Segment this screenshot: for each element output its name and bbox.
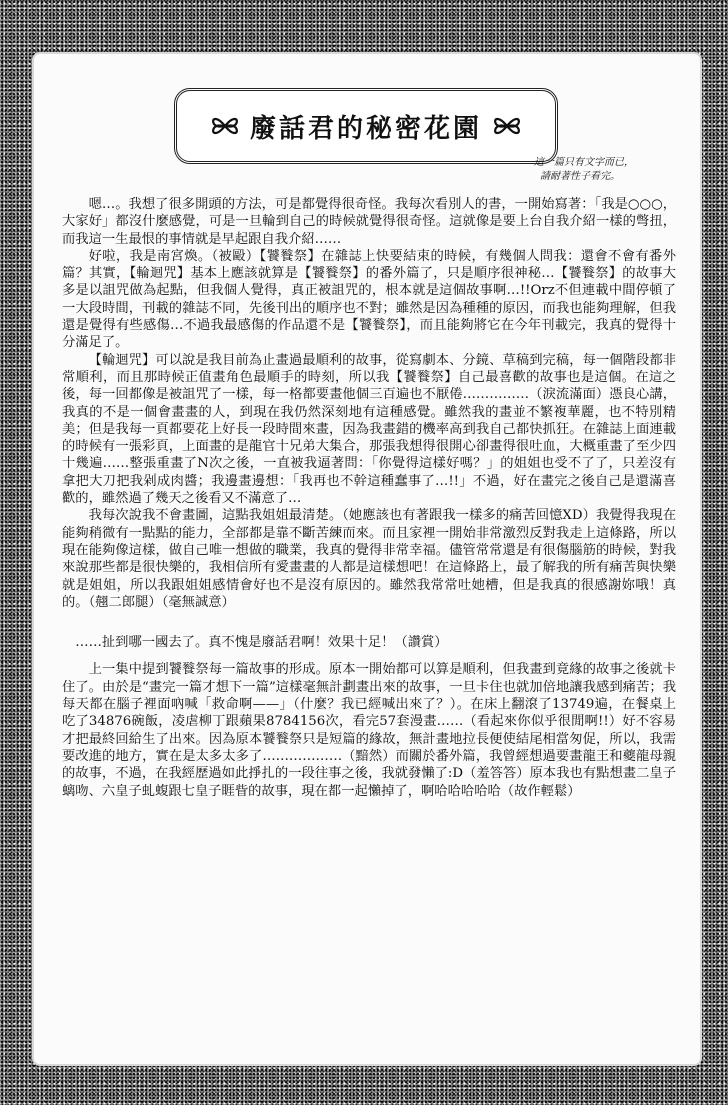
ornament-knot-left-icon	[208, 109, 242, 143]
note-line: 這一篇只有文字而已，	[534, 157, 634, 168]
ornament-knot-right-icon	[490, 109, 524, 143]
paragraph: 上一集中提到饕餮祭每一篇故事的形成。原本一開始都可以算是順利，但我畫到竟緣的故事之後就卡住了。由於是“畫完一篇才想下一篇”這樣毫無計劃畫出來的故事，一旦卡住也就加倍地讓我感到痛苦；我每天都在腦子裡面吶喊「救命啊——」（什麼？我已經喊出來了？）。在床上翻滾了13749遍，在餐桌上吃了34876碗飯，凌虐柳丁跟蘋果8784156次，看完57套漫畫……（看起來你似乎很閒啊!!）好不容易才把最終回給生了出來。因為原本饕餮祭只是短篇的緣故，無計畫地拉長便使結尾相當匆促，所以，我需要改進的地方，實在是太多太多了………………（黯然）而關於番外篇，我曾經想過要畫龍王和夔龍母親的故事，不過，在我經歷過如此掙扎的一段往事之後，我就發懶了:D（羞答答）原本我也有點想畫二皇子螭吻、六皇子虬蝮跟七皇子睚眥的故事，現在都一起懶掉了，啊哈哈哈哈哈（故作輕鬆）	[62, 662, 676, 799]
handwritten-note	[534, 156, 684, 184]
paragraph-spacer	[62, 611, 676, 628]
paragraph: 【輪迴咒】可以說是我目前為止畫過最順利的故事，從寫劇本、分鏡、草稿到完稿，每一個階段都非常順利，而且那時候正值畫角色最順手的時刻，所以我【饕餮祭】自己最喜歡的故事也是這個。在這之後，每一回都像是被詛咒了一樣，每一格都要畫他個三百遍也不厭倦……………（淚流滿面）憑良心講，我真的不是一個會畫畫的人，到現在我仍然深刻地有這種感覺。雖然我的畫並不繁複華麗，也不特別精美；但是我每一頁都要花上好長一段時間來畫，因為我畫錯的機率高到我自己都快抓狂。在雜誌上面連載的時候有一張彩頁，上面畫的是龍官十兄弟大集合，那張我想得很開心卻畫得很吐血，大概重畫了至少四十幾遍……整張重畫了N次之後，一直被我逼著問：「你覺得這樣好嗎？」的姐姐也受不了了，只差沒有拿把大刀把我剁成肉醬；我邊畫邊想：「我再也不幹這種蠢事了…!!」不過，好在畫完之後自己是還滿喜歡的，雖然過了幾天之後看又不滿意了…	[62, 352, 676, 507]
page-title: 廢話君的秘密花園	[249, 113, 482, 144]
paragraph: 好啦，我是南宮煥。（被毆）【饕餮祭】在雜誌上快要結束的時候，有幾個人問我：還會不會有番外篇？其實，【輪迴咒】基本上應該就算是【饕餮祭】的番外篇了，只是順序很神秘…【饕餮祭】的故事大多是以詛咒做為起點，但我個人覺得，真正被詛咒的，根本就是這個故事啊…!!Orz不但連載中間停頓了一大段時間，刊載的雜誌不同，先後刊出的順序也不對；雖然是因為種種的原因，而我也能夠理解，但我還是覺得有些感傷…不過我最感傷的作品還不是【饕餮祭】，而且能夠將它在今年刊載完，我真的覺得十分滿足了。	[62, 248, 676, 351]
text-page	[34, 54, 700, 1064]
note-line: 請耐著性子看完。	[540, 171, 620, 182]
aside-comment: ……扯到哪一國去了。真不愧是廢話君啊！效果十足！（讚賞）	[75, 635, 448, 651]
paragraph: 嗯…。我想了很多開頭的方法，可是都覺得很奇怪。我每次看別人的書，一開始寫著：「我是○○○，大家好」都沒什麼感覺，可是一旦輪到自己的時候就覺得很奇怪。這就像是要上台自我介紹一樣的彆扭，而我這一生最恨的事情就是早起跟自我介紹……	[62, 197, 676, 247]
paragraph: 我每次說我不會畫圖，這點我姐姐最清楚。（她應該也有著跟我一樣多的痛苦回憶XD）我覺得我現在能夠稍微有一點點的能力，全部都是靠不斷苦練而來。而且家裡一開始非常激烈反對我走上這條路，所以現在能夠像這樣，做自己唯一想做的職業，我真的覺得非常幸福。儘管常常還是有很傷腦筋的時候，對我來說那些都是很快樂的，我相信所有愛畫畫的人都是這樣想吧！在這條路上，最了解我的所有痛苦與快樂就是姐姐，所以我跟姐姐感情會好也不是沒有原因的。雖然我常常吐她槽，但是我真的很感謝妳哦！真的。（翹二郎腿）（毫無誠意）	[62, 508, 676, 610]
article-body	[62, 196, 676, 800]
title-banner	[174, 88, 558, 164]
